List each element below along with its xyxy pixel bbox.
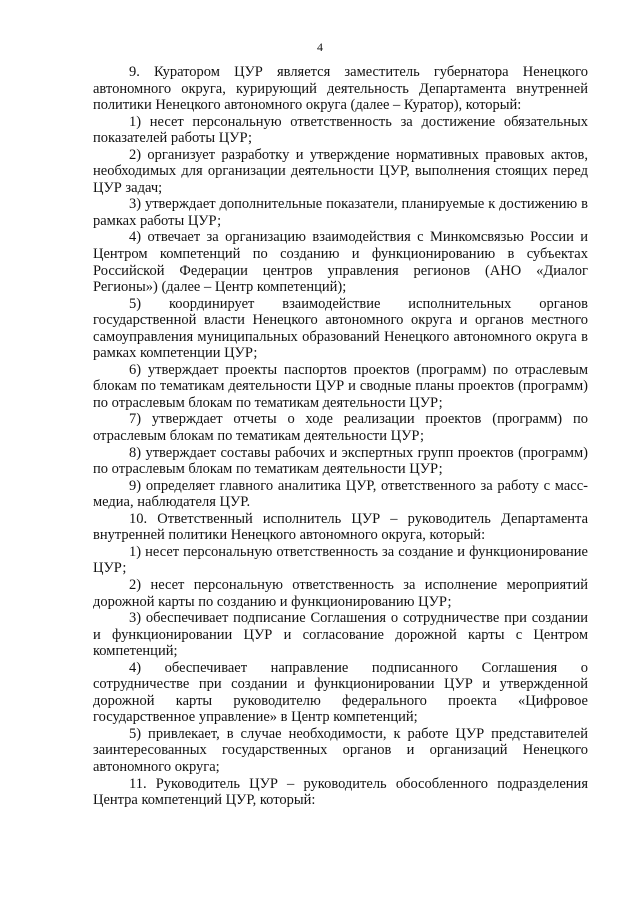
list-item-10-3: 3) обеспечивает подписание Соглашения о сотрудничестве при создании и функционировании ЦУР и согласование дорожной карты с Центром компетенций; (93, 610, 588, 660)
list-item-10-5: 5) привлекает, в случае необходимости, к работе ЦУР представителей заинтересованных государственных органов и организаций Ненецкого автономного округа; (93, 725, 588, 775)
list-item-9-1: 1) несет персональную ответственность за достижение обязательных показателей работы ЦУР; (93, 113, 588, 147)
list-item-9-9: 9) определяет главного аналитика ЦУР, ответственного за работу с масс-медиа, наблюдателя ЦУР. (93, 477, 588, 511)
list-item-9-6: 6) утверждает проекты паспортов проектов (программ) по отраслевым блокам по тематикам деятельности ЦУР и сводные планы проектов (программ) по отраслевым блокам по тематикам деятельности ЦУР; (93, 361, 588, 411)
list-item-10-4: 4) обеспечивает направление подписанного Соглашения о сотрудничестве при создании и функционировании ЦУР и утвержденной дорожной карты руководителю федерального проекта «Цифровое государственное управление» в Центр компетенций; (93, 659, 588, 726)
list-item-9-5: 5) координирует взаимодействие исполнительных органов государственной власти Ненецкого автономного округа и органов местного самоуправления муниципальных образований Ненецкого автономного округа в рамках компетенции ЦУР; (93, 295, 588, 362)
list-item-9-7: 7) утверждает отчеты о ходе реализации проектов (программ) по отраслевым блокам по тематикам деятельности ЦУР; (93, 411, 588, 445)
list-item-9-8: 8) утверждает составы рабочих и экспертных групп проектов (программ) по отраслевым блокам по тематикам деятельности ЦУР; (93, 444, 588, 478)
paragraph-11: 11. Руководитель ЦУР – руководитель обособленного подразделения Центра компетенций ЦУР, который: (93, 775, 588, 809)
list-item-10-1: 1) несет персональную ответственность за создание и функционирование ЦУР; (93, 543, 588, 577)
list-item-9-4: 4) отвечает за организацию взаимодействия с Минкомсвязью России и Центром компетенций по созданию и функционированию в субъектах Российской Федерации центров управления регионов (АНО «Диалог Регионы») (далее – Центр компетенций); (93, 229, 588, 296)
paragraph-10: 10. Ответственный исполнитель ЦУР – руководитель Департамента внутренней политики Ненецкого автономного округа, который: (93, 510, 588, 544)
document-body (93, 64, 588, 809)
list-item-9-2: 2) организует разработку и утверждение нормативных правовых актов, необходимых для организации деятельности ЦУР, выполнения стоящих перед ЦУР задач; (93, 146, 588, 196)
list-item-10-2: 2) несет персональную ответственность за исполнение мероприятий дорожной карты по созданию и функционированию ЦУР; (93, 576, 588, 610)
list-item-9-3: 3) утверждает дополнительные показатели, планируемые к достижению в рамках работы ЦУР; (93, 196, 588, 229)
page-number: 4 (317, 40, 323, 54)
paragraph-9: 9. Куратором ЦУР является заместитель губернатора Ненецкого автономного округа, курирующий деятельность Департамента внутренней политики Ненецкого автономного округа (далее – Куратор), который: (93, 64, 588, 114)
